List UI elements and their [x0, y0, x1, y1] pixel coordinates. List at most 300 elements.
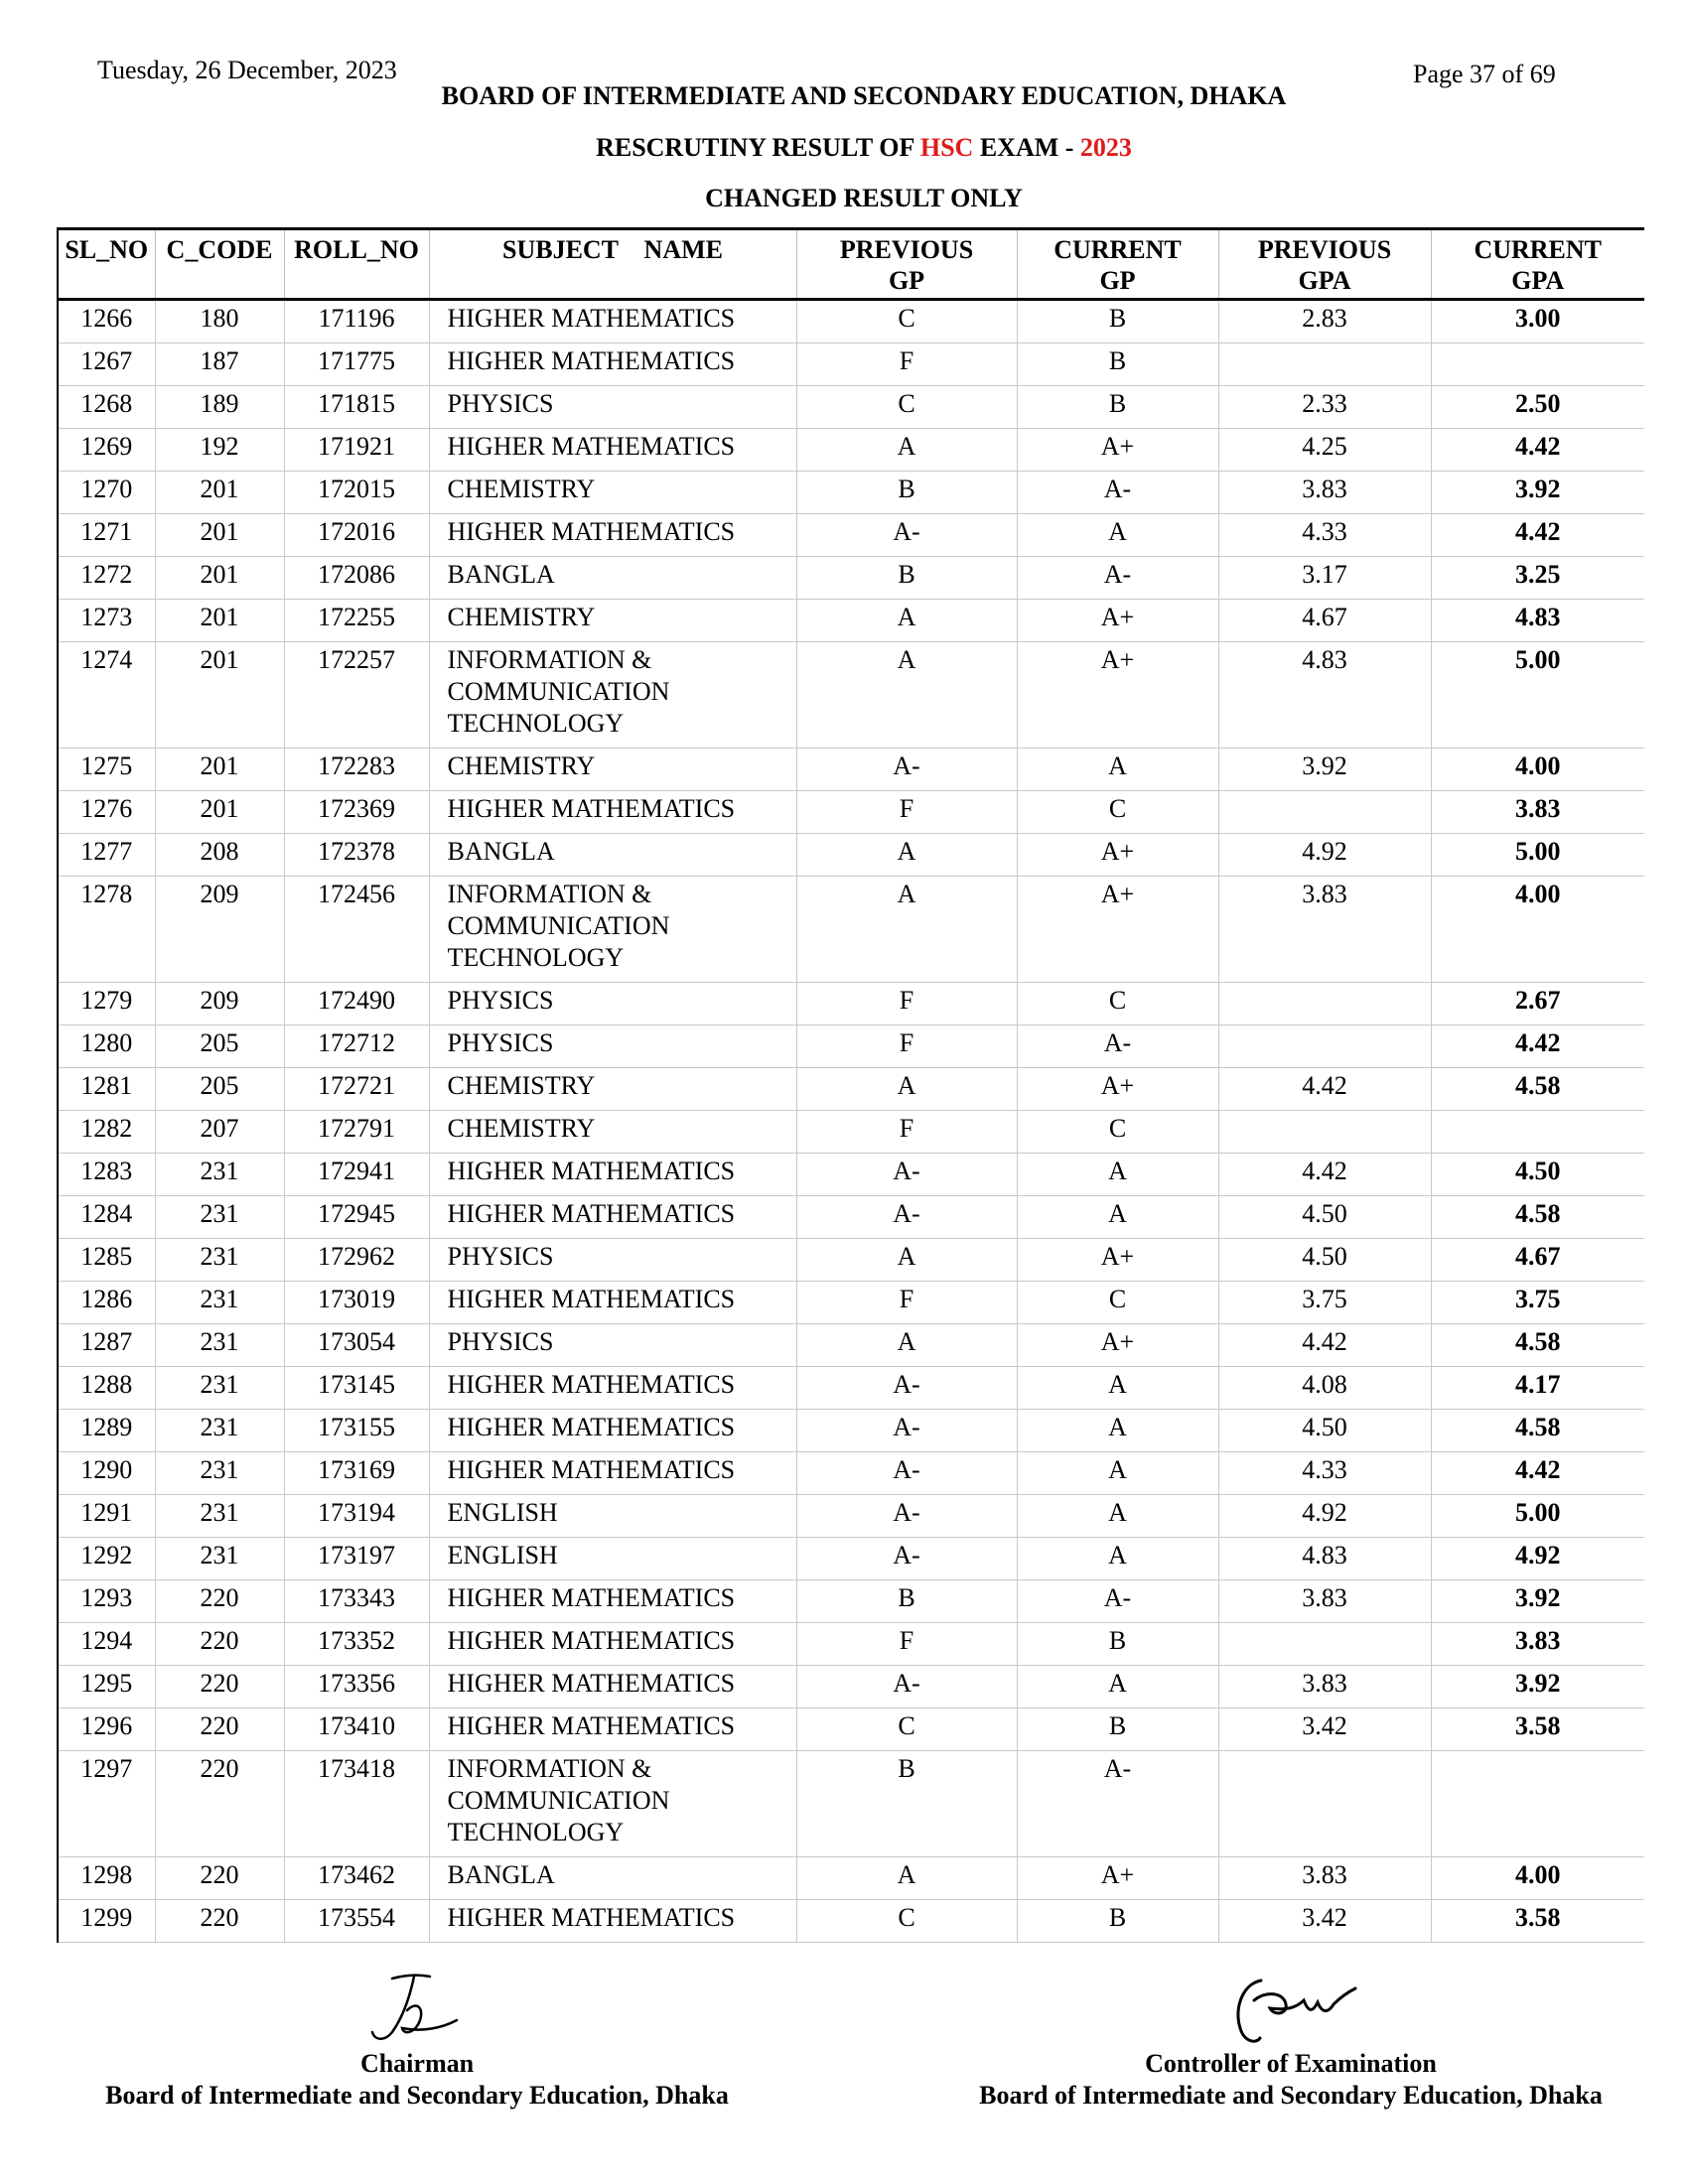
cell-subject-name: HIGHER MATHEMATICS [429, 1708, 796, 1751]
table-row [58, 1025, 1644, 1068]
cell-previous-gpa: 4.50 [1218, 1196, 1431, 1239]
cell-current-gp: A+ [1017, 1068, 1218, 1111]
cell-previous-gp: B [796, 1751, 1017, 1857]
column-header-c-code [155, 229, 284, 300]
cell-previous-gpa: 3.17 [1218, 557, 1431, 600]
cell-previous-gp: A- [796, 1538, 1017, 1580]
cell-current-gp: A- [1017, 1751, 1218, 1857]
cell-roll-no: 173410 [284, 1708, 429, 1751]
cell-previous-gp: A [796, 429, 1017, 472]
cell-current-gp: A [1017, 1196, 1218, 1239]
cell-previous-gpa: 4.08 [1218, 1367, 1431, 1410]
cell-current-gpa: 3.83 [1431, 1623, 1644, 1666]
cell-subject-name: HIGHER MATHEMATICS [429, 791, 796, 834]
table-row [58, 1666, 1644, 1708]
cell-previous-gp: F [796, 1282, 1017, 1324]
cell-current-gpa: 4.00 [1431, 877, 1644, 983]
cell-c-code: 208 [155, 834, 284, 877]
result-title-mid: EXAM - [973, 133, 1080, 162]
cell-current-gp: A+ [1017, 834, 1218, 877]
cell-sl-no: 1279 [58, 983, 155, 1025]
cell-subject-name: BANGLA [429, 1857, 796, 1900]
cell-c-code: 231 [155, 1367, 284, 1410]
result-subtitle: CHANGED RESULT ONLY [705, 184, 1023, 212]
cell-previous-gp: F [796, 1623, 1017, 1666]
cell-subject-name: HIGHER MATHEMATICS [429, 1154, 796, 1196]
table-row [58, 1410, 1644, 1452]
cell-previous-gp: F [796, 1111, 1017, 1154]
cell-current-gp: A [1017, 514, 1218, 557]
cell-previous-gpa [1218, 1111, 1431, 1154]
cell-previous-gp: F [796, 983, 1017, 1025]
cell-roll-no: 172086 [284, 557, 429, 600]
chairman-title: Chairman [359, 2049, 475, 2078]
cell-roll-no: 172941 [284, 1154, 429, 1196]
cell-previous-gpa: 3.92 [1218, 749, 1431, 791]
cell-previous-gpa: 3.42 [1218, 1900, 1431, 1943]
cell-previous-gp: A [796, 600, 1017, 642]
cell-subject-name: PHYSICS [429, 1324, 796, 1367]
cell-subject-name: HIGHER MATHEMATICS [429, 1580, 796, 1623]
table-row [58, 386, 1644, 429]
cell-c-code: 201 [155, 749, 284, 791]
cell-sl-no: 1293 [58, 1580, 155, 1623]
cell-previous-gp: A- [796, 749, 1017, 791]
cell-roll-no: 173197 [284, 1538, 429, 1580]
cell-current-gpa: 3.92 [1431, 1580, 1644, 1623]
cell-c-code: 209 [155, 983, 284, 1025]
cell-previous-gpa: 4.33 [1218, 514, 1431, 557]
cell-sl-no: 1276 [58, 791, 155, 834]
cell-subject-name: PHYSICS [429, 386, 796, 429]
cell-previous-gpa: 4.42 [1218, 1324, 1431, 1367]
cell-previous-gpa: 4.42 [1218, 1154, 1431, 1196]
cell-previous-gp: A- [796, 514, 1017, 557]
cell-previous-gp: A- [796, 1666, 1017, 1708]
cell-current-gpa: 3.75 [1431, 1282, 1644, 1324]
column-header-line2: GPA [1298, 266, 1351, 295]
table-row [58, 877, 1644, 983]
controller-signature [1226, 1971, 1385, 2050]
cell-roll-no: 173155 [284, 1410, 429, 1452]
cell-sl-no: 1275 [58, 749, 155, 791]
table-header-row [58, 229, 1644, 300]
table-row [58, 1708, 1644, 1751]
column-header-roll-no [284, 229, 429, 300]
cell-current-gpa [1431, 343, 1644, 386]
cell-sl-no: 1268 [58, 386, 155, 429]
cell-c-code: 231 [155, 1495, 284, 1538]
table-row [58, 791, 1644, 834]
cell-current-gp: C [1017, 983, 1218, 1025]
table-row [58, 1452, 1644, 1495]
cell-current-gpa: 3.58 [1431, 1900, 1644, 1943]
cell-roll-no: 172721 [284, 1068, 429, 1111]
cell-roll-no: 173194 [284, 1495, 429, 1538]
cell-previous-gp: C [796, 300, 1017, 343]
column-header-line1: CURRENT [1474, 235, 1603, 264]
cell-roll-no: 172255 [284, 600, 429, 642]
cell-current-gpa: 3.58 [1431, 1708, 1644, 1751]
cell-current-gpa: 3.00 [1431, 300, 1644, 343]
cell-sl-no: 1270 [58, 472, 155, 514]
cell-sl-no: 1289 [58, 1410, 155, 1452]
cell-previous-gp: C [796, 1900, 1017, 1943]
cell-subject-name: PHYSICS [429, 983, 796, 1025]
cell-current-gp: A- [1017, 557, 1218, 600]
cell-c-code: 220 [155, 1857, 284, 1900]
cell-roll-no: 171775 [284, 343, 429, 386]
cell-current-gpa: 5.00 [1431, 1495, 1644, 1538]
cell-sl-no: 1283 [58, 1154, 155, 1196]
table-row [58, 1068, 1644, 1111]
cell-current-gpa: 4.42 [1431, 429, 1644, 472]
cell-subject-name: CHEMISTRY [429, 749, 796, 791]
table-row [58, 1154, 1644, 1196]
cell-roll-no: 172490 [284, 983, 429, 1025]
cell-current-gpa: 4.42 [1431, 514, 1644, 557]
column-header-current-gpa [1431, 229, 1644, 300]
table-row [58, 1623, 1644, 1666]
cell-c-code: 209 [155, 877, 284, 983]
cell-subject-name: HIGHER MATHEMATICS [429, 429, 796, 472]
table-row [58, 834, 1644, 877]
cell-subject-name: ENGLISH [429, 1538, 796, 1580]
cell-current-gpa: 4.58 [1431, 1410, 1644, 1452]
table-row [58, 749, 1644, 791]
cell-current-gp: A+ [1017, 642, 1218, 749]
cell-roll-no: 173418 [284, 1751, 429, 1857]
table-body [58, 300, 1644, 1943]
cell-roll-no: 173145 [284, 1367, 429, 1410]
cell-subject-name: PHYSICS [429, 1239, 796, 1282]
cell-current-gp: A [1017, 1154, 1218, 1196]
column-header-previous-gpa [1218, 229, 1431, 300]
cell-sl-no: 1277 [58, 834, 155, 877]
cell-previous-gpa: 3.83 [1218, 1857, 1431, 1900]
cell-c-code: 231 [155, 1239, 284, 1282]
cell-roll-no: 173356 [284, 1666, 429, 1708]
table-row [58, 1751, 1644, 1857]
cell-previous-gp: F [796, 343, 1017, 386]
board-title: BOARD OF INTERMEDIATE AND SECONDARY EDUCATION, DHAKA [441, 81, 1287, 110]
cell-previous-gp: B [796, 557, 1017, 600]
table-row [58, 1239, 1644, 1282]
cell-subject-name: HIGHER MATHEMATICS [429, 1282, 796, 1324]
cell-subject-name: CHEMISTRY [429, 472, 796, 514]
cell-current-gp: A- [1017, 1025, 1218, 1068]
cell-roll-no: 172945 [284, 1196, 429, 1239]
cell-previous-gpa: 3.42 [1218, 1708, 1431, 1751]
cell-c-code: 231 [155, 1282, 284, 1324]
cell-current-gp: C [1017, 1111, 1218, 1154]
cell-current-gpa: 4.00 [1431, 1857, 1644, 1900]
cell-previous-gpa: 4.42 [1218, 1068, 1431, 1111]
cell-current-gp: A- [1017, 472, 1218, 514]
cell-c-code: 192 [155, 429, 284, 472]
controller-org: Board of Intermediate and Secondary Education, Dhaka [979, 2081, 1603, 2110]
cell-current-gp: A [1017, 1495, 1218, 1538]
cell-roll-no: 173352 [284, 1623, 429, 1666]
cell-current-gpa: 4.42 [1431, 1452, 1644, 1495]
cell-previous-gpa: 3.75 [1218, 1282, 1431, 1324]
table-row [58, 1367, 1644, 1410]
cell-c-code: 201 [155, 642, 284, 749]
result-title [0, 133, 1688, 163]
cell-previous-gpa: 4.92 [1218, 1495, 1431, 1538]
cell-current-gp: A [1017, 1666, 1218, 1708]
cell-roll-no: 172962 [284, 1239, 429, 1282]
cell-sl-no: 1288 [58, 1367, 155, 1410]
cell-current-gp: B [1017, 343, 1218, 386]
cell-previous-gpa: 4.83 [1218, 1538, 1431, 1580]
cell-previous-gpa [1218, 1623, 1431, 1666]
cell-sl-no: 1273 [58, 600, 155, 642]
table-row [58, 514, 1644, 557]
cell-subject-name: HIGHER MATHEMATICS [429, 1410, 796, 1452]
cell-sl-no: 1269 [58, 429, 155, 472]
cell-c-code: 207 [155, 1111, 284, 1154]
cell-previous-gpa: 4.33 [1218, 1452, 1431, 1495]
table-row [58, 472, 1644, 514]
cell-roll-no: 173054 [284, 1324, 429, 1367]
cell-sl-no: 1285 [58, 1239, 155, 1282]
cell-subject-name: HIGHER MATHEMATICS [429, 1666, 796, 1708]
column-header-line1: C_CODE [166, 235, 273, 264]
results-table [57, 227, 1644, 1943]
cell-current-gp: A- [1017, 1580, 1218, 1623]
column-header-sl-no [58, 229, 155, 300]
cell-previous-gpa: 4.25 [1218, 429, 1431, 472]
cell-previous-gpa: 4.92 [1218, 834, 1431, 877]
controller-title: Controller of Examination [1145, 2049, 1437, 2078]
cell-previous-gp: A- [796, 1410, 1017, 1452]
cell-subject-name: HIGHER MATHEMATICS [429, 1196, 796, 1239]
cell-subject-name: CHEMISTRY [429, 1111, 796, 1154]
cell-c-code: 231 [155, 1538, 284, 1580]
cell-previous-gp: A [796, 1239, 1017, 1282]
cell-sl-no: 1271 [58, 514, 155, 557]
table-row [58, 1900, 1644, 1943]
cell-previous-gp: A [796, 1857, 1017, 1900]
cell-current-gp: A [1017, 1410, 1218, 1452]
cell-roll-no: 172015 [284, 472, 429, 514]
chairman-signature [362, 1971, 472, 2050]
table-row [58, 429, 1644, 472]
page-number: Page 37 of 69 [1413, 60, 1556, 88]
cell-roll-no: 173554 [284, 1900, 429, 1943]
cell-previous-gp: B [796, 472, 1017, 514]
cell-subject-name: HIGHER MATHEMATICS [429, 1367, 796, 1410]
cell-roll-no: 172369 [284, 791, 429, 834]
cell-current-gp: B [1017, 386, 1218, 429]
cell-current-gpa: 4.58 [1431, 1324, 1644, 1367]
cell-current-gp: A+ [1017, 1857, 1218, 1900]
report-date: Tuesday, 26 December, 2023 [97, 56, 397, 84]
cell-current-gpa: 4.92 [1431, 1538, 1644, 1580]
table-row [58, 983, 1644, 1025]
cell-previous-gp: A- [796, 1367, 1017, 1410]
column-header-line2: GPA [1511, 266, 1565, 295]
cell-sl-no: 1274 [58, 642, 155, 749]
column-header-line2: GP [888, 266, 925, 295]
cell-roll-no: 172378 [284, 834, 429, 877]
cell-previous-gpa: 4.50 [1218, 1410, 1431, 1452]
table-row [58, 1495, 1644, 1538]
result-title-year: 2023 [1079, 133, 1132, 162]
cell-subject-name: HIGHER MATHEMATICS [429, 343, 796, 386]
cell-current-gpa: 4.00 [1431, 749, 1644, 791]
cell-sl-no: 1299 [58, 1900, 155, 1943]
cell-c-code: 201 [155, 791, 284, 834]
cell-current-gp: A+ [1017, 600, 1218, 642]
cell-roll-no: 171921 [284, 429, 429, 472]
cell-previous-gpa [1218, 1751, 1431, 1857]
cell-previous-gpa: 4.67 [1218, 600, 1431, 642]
cell-subject-name: HIGHER MATHEMATICS [429, 1900, 796, 1943]
cell-current-gp: C [1017, 1282, 1218, 1324]
cell-previous-gpa: 3.83 [1218, 1580, 1431, 1623]
cell-sl-no: 1281 [58, 1068, 155, 1111]
cell-current-gpa: 4.58 [1431, 1068, 1644, 1111]
cell-current-gpa [1431, 1751, 1644, 1857]
cell-current-gpa: 4.42 [1431, 1025, 1644, 1068]
cell-subject-name: HIGHER MATHEMATICS [429, 1452, 796, 1495]
table-row [58, 1196, 1644, 1239]
cell-previous-gpa: 3.83 [1218, 877, 1431, 983]
cell-previous-gp: F [796, 1025, 1017, 1068]
result-title-prefix: RESCRUTINY RESULT OF [596, 133, 920, 162]
column-header-line1: ROLL_NO [294, 235, 419, 264]
cell-sl-no: 1295 [58, 1666, 155, 1708]
table-row [58, 557, 1644, 600]
cell-roll-no: 172456 [284, 877, 429, 983]
cell-c-code: 231 [155, 1410, 284, 1452]
cell-current-gp: B [1017, 1623, 1218, 1666]
cell-c-code: 201 [155, 600, 284, 642]
column-header-subject-name [429, 229, 796, 300]
cell-sl-no: 1297 [58, 1751, 155, 1857]
column-header-line1: SUBJECT NAME [501, 235, 723, 264]
cell-sl-no: 1294 [58, 1623, 155, 1666]
cell-previous-gp: C [796, 1708, 1017, 1751]
cell-current-gpa: 4.17 [1431, 1367, 1644, 1410]
cell-c-code: 201 [155, 557, 284, 600]
cell-previous-gp: A- [796, 1495, 1017, 1538]
cell-sl-no: 1282 [58, 1111, 155, 1154]
cell-sl-no: 1287 [58, 1324, 155, 1367]
cell-current-gpa: 2.67 [1431, 983, 1644, 1025]
cell-c-code: 205 [155, 1025, 284, 1068]
cell-current-gp: A+ [1017, 429, 1218, 472]
cell-current-gpa: 3.83 [1431, 791, 1644, 834]
cell-previous-gp: A [796, 877, 1017, 983]
cell-c-code: 180 [155, 300, 284, 343]
cell-roll-no: 172016 [284, 514, 429, 557]
cell-previous-gpa: 4.50 [1218, 1239, 1431, 1282]
column-header-line1: PREVIOUS [1257, 235, 1392, 264]
table-row [58, 1857, 1644, 1900]
cell-roll-no: 173343 [284, 1580, 429, 1623]
cell-previous-gp: A [796, 1324, 1017, 1367]
cell-previous-gpa [1218, 343, 1431, 386]
cell-c-code: 220 [155, 1751, 284, 1857]
cell-sl-no: 1284 [58, 1196, 155, 1239]
table-row [58, 1282, 1644, 1324]
cell-c-code: 231 [155, 1324, 284, 1367]
cell-c-code: 220 [155, 1666, 284, 1708]
cell-subject-name: BANGLA [429, 834, 796, 877]
cell-c-code: 201 [155, 514, 284, 557]
cell-roll-no: 172283 [284, 749, 429, 791]
cell-c-code: 231 [155, 1154, 284, 1196]
column-header-line1: CURRENT [1054, 235, 1182, 264]
cell-subject-name: HIGHER MATHEMATICS [429, 514, 796, 557]
cell-subject-name: ENGLISH [429, 1495, 796, 1538]
column-header-line1: SL_NO [65, 235, 149, 264]
cell-current-gp: B [1017, 300, 1218, 343]
cell-c-code: 201 [155, 472, 284, 514]
cell-sl-no: 1291 [58, 1495, 155, 1538]
column-header-previous-gp [796, 229, 1017, 300]
cell-current-gp: B [1017, 1900, 1218, 1943]
cell-roll-no: 173169 [284, 1452, 429, 1495]
cell-c-code: 231 [155, 1196, 284, 1239]
cell-subject-name: HIGHER MATHEMATICS [429, 1623, 796, 1666]
cell-current-gp: A [1017, 1538, 1218, 1580]
cell-previous-gp: A [796, 834, 1017, 877]
cell-current-gp: A [1017, 749, 1218, 791]
cell-c-code: 231 [155, 1452, 284, 1495]
cell-sl-no: 1280 [58, 1025, 155, 1068]
cell-sl-no: 1296 [58, 1708, 155, 1751]
cell-sl-no: 1267 [58, 343, 155, 386]
cell-subject-name: INFORMATION & COMMUNICATION TECHNOLOGY [429, 877, 796, 983]
table-row [58, 1538, 1644, 1580]
cell-current-gpa [1431, 1111, 1644, 1154]
result-title-exam: HSC [919, 133, 974, 162]
cell-previous-gp: A [796, 1068, 1017, 1111]
table-row [58, 343, 1644, 386]
table-row [58, 1324, 1644, 1367]
cell-current-gpa: 4.50 [1431, 1154, 1644, 1196]
cell-previous-gp: C [796, 386, 1017, 429]
cell-current-gpa: 4.58 [1431, 1196, 1644, 1239]
cell-subject-name: INFORMATION & COMMUNICATION TECHNOLOGY [429, 642, 796, 749]
column-header-line1: PREVIOUS [839, 235, 974, 264]
cell-sl-no: 1278 [58, 877, 155, 983]
table-row [58, 642, 1644, 749]
cell-c-code: 220 [155, 1623, 284, 1666]
cell-current-gp: A [1017, 1452, 1218, 1495]
table-row [58, 300, 1644, 343]
cell-c-code: 220 [155, 1900, 284, 1943]
cell-current-gpa: 4.83 [1431, 600, 1644, 642]
column-header-current-gp [1017, 229, 1218, 300]
table-row [58, 600, 1644, 642]
cell-previous-gp: A- [796, 1154, 1017, 1196]
cell-subject-name: CHEMISTRY [429, 1068, 796, 1111]
cell-roll-no: 173019 [284, 1282, 429, 1324]
cell-current-gpa: 5.00 [1431, 642, 1644, 749]
results-table-container [57, 227, 1643, 1943]
cell-subject-name: PHYSICS [429, 1025, 796, 1068]
cell-c-code: 205 [155, 1068, 284, 1111]
cell-current-gp: A+ [1017, 1239, 1218, 1282]
cell-current-gpa: 5.00 [1431, 834, 1644, 877]
cell-previous-gpa: 2.33 [1218, 386, 1431, 429]
cell-previous-gpa: 4.83 [1218, 642, 1431, 749]
